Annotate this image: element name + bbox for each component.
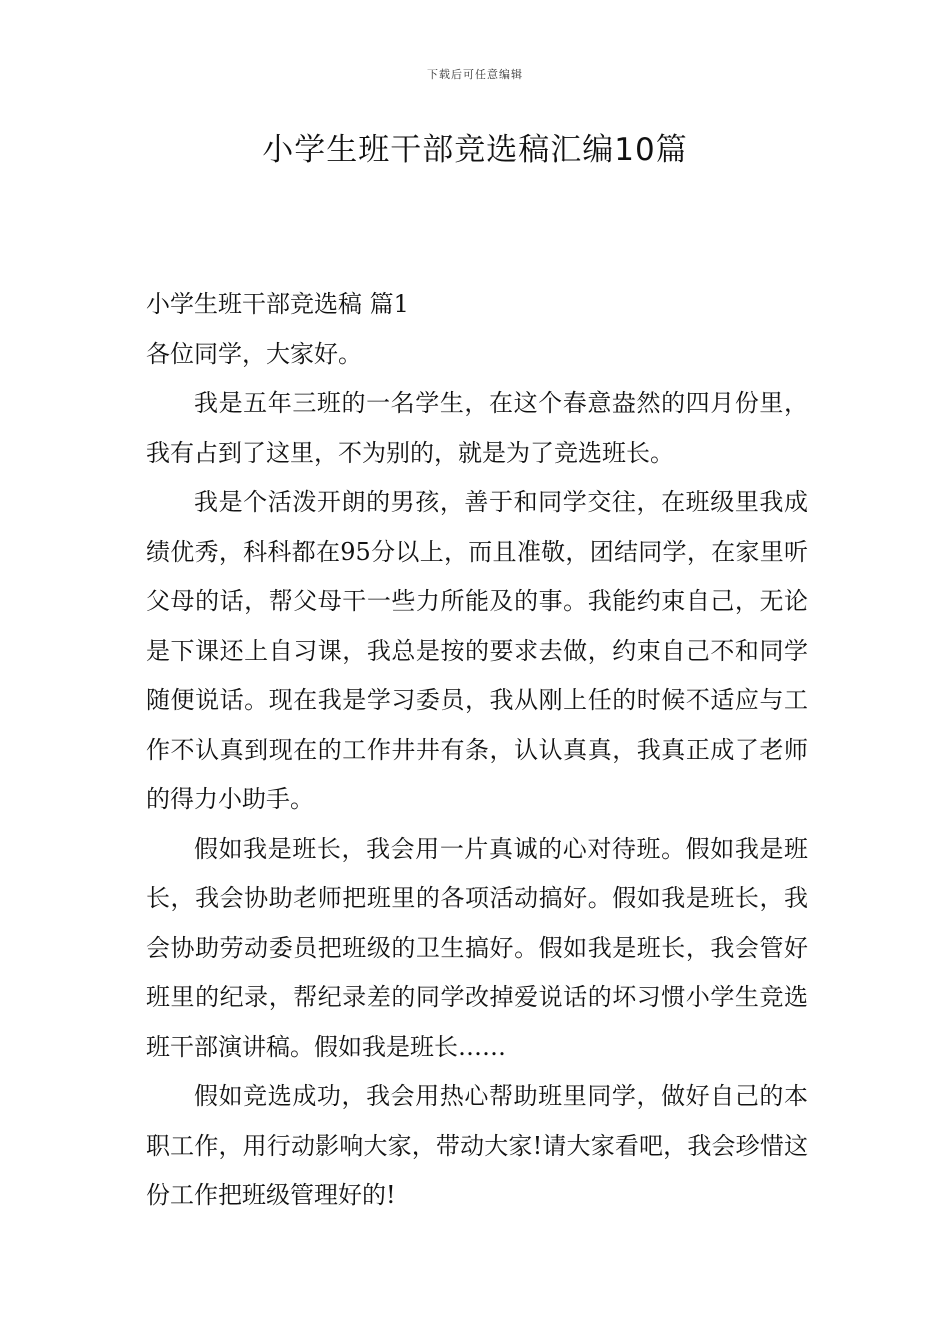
paragraph-4: 假如竞选成功，我会用热心帮助班里同学，做好自己的本职工作，用行动影响大家，带动大家!请大家看吧，我会珍惜这份工作把班级管理好的! xyxy=(146,1082,808,1209)
paragraph-2: 我是个活泼开朗的男孩，善于和同学交往，在班级里我成绩优秀，科科都在95分以上，而且准敬，团结同学，在家里听父母的话，帮父母干一些力所能及的事。我能约束自己，无论是下课还上自习课，我总是按的要求去做，约束自己不和同学随便说话。现在我是学习委员，我从刚上任的时候不适应与工作不认真到现在的工作井井有条，认认真真，我真正成了老师的得力小助手。 xyxy=(146,488,808,813)
document-body xyxy=(146,280,808,1221)
header-note: 下载后可任意编辑 xyxy=(427,68,523,81)
section-heading: 小学生班干部竞选稿 篇1 xyxy=(146,290,409,318)
greeting: 各位同学，大家好。 xyxy=(146,339,362,368)
paragraph-3: 假如我是班长，我会用一片真诚的心对待班。假如我是班长，我会协助老师把班里的各项活动搞好。假如我是班长，我会协助劳动委员把班级的卫生搞好。假如我是班长，我会管好班里的纪录，帮纪录差的同学改掉爱说话的坏习惯小学生竞选班干部演讲稿。假如我是班长…… xyxy=(146,834,808,1061)
paragraph-1: 我是五年三班的一名学生，在这个春意盎然的四月份里，我有占到了这里，不为别的，就是为了竞选班长。 xyxy=(146,389,808,467)
document-title: 小学生班干部竞选稿汇编10篇 xyxy=(262,132,688,168)
